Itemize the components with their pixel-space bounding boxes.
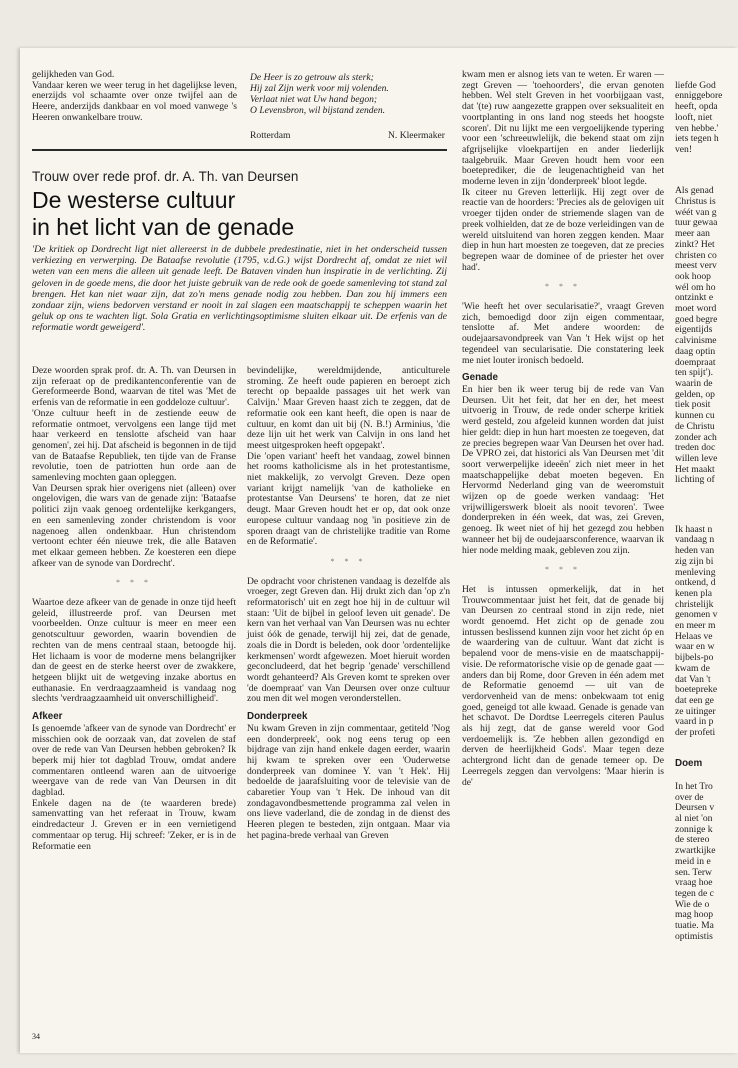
paragraph: Van Deursen sprak hier overigens niet (alleen) over ongelovigen, die wars van de genade zijn: 'Bataafse politici zijn vaak genoeg ordentelijke kerkgangers, en een samenleving zonder christendom is voor nagenoeg allen ondenkbaar. Hun christendom vertoont echter één nieuwe trek, die alle Bataven met elkaar gemeen hebben. Ze koesteren een diepe afkeer van de synode van Dordrecht'. [32,482,236,569]
article-column-4 [675,70,738,953]
section-separator: * * * [116,578,152,588]
paragraph: Enkele dagen na de (te waarderen brede) samenvatting van het referaat in Trouw, kwam eindredacteur J. Greven er in een vernietigend commentaar op terug. Hij schreef: 'Zeker, er is in de Reformatie een [32,797,236,852]
page-number: 34 [32,1032,40,1041]
section-separator: * * * [545,282,581,292]
paragraph: Ik citeer nu Greven letterlijk. Hij zegt over de reactie van de hoorders: 'Precies als de gelovigen uit vroeger tijden onder de striemende slagen van de preek volhielden, dat ze de boze verleidingen van de wereld uitsluitend van horen zeggen kenden. Maar diep in hun hart moesten ze toegeven, dat ze precies begrepen waar de dominee of de priester het over had'. [462,186,664,273]
signature-author: N. Kleermaker [387,130,445,141]
paragraph: Die 'open variant' heeft het vandaag, zowel binnen het rooms katholicisme als in het protestantisme, niet makkelijk, zo vervolgt Greven. Deze open variant krijgt namelijk 'van de katholieke en protestantse Van Deursens' te horen, dat ze niet deugt. Maar Greven houdt het er op, dat ook onze europese cultuur vandaag nog 'in positieve zin de sporen draagt van de christelijke traditie van Rome en de Reformatie'. [247,450,450,548]
subheading-donderpreek: Donderpreek [247,711,308,723]
paragraph: Ik haast n vandaag n heden van zig zijn bi menleving ontkend, d kenen pla christelijk genomen v en meer m Helaas ve waar en w bijbels-po kwam de dat Van 't boetepreke dat een ge ze uitinger vaard in p der profeti [675,523,718,739]
poem-line: Hij zal Zijn werk voor mij volenden. [250,83,389,94]
article-column-3 [462,70,664,788]
paragraph: Het is intussen opmerkelijk, dat in het Trouwcommentaar juist het feit, dat de genade bij van Deursen zo centraal stond in zijn rede, niet wordt genoemd. Het zicht op de genade zou intussen beslissend kunnen zijn voor het zicht óp en de waardering van de cultuur. Want dat zicht is bepalend voor de mens-visie en de maatschappij-visie. De reformatorische visie op de genade gaat — anders dan bij Rome, door Greven in één adem met de Reformatie genoemd — uit van de verdorvenheid van de mens: onbekwaam tot enig goed, geneigd tot alle kwaad. Genade is genade van het schavot. De Dordtse Leerregels citeren Paulus als hij zegt, dat de ganse wereld voor God verdoemelijk is. 'Ze hebben allen gezondigd en derven de heerlijkheid Gods'. Maar tegen deze achtergrond licht dan de genade temeer op. De Leerregels zeggen dan vervolgens: 'Maar hierin is de' [462,583,664,788]
divider [32,149,447,151]
poem-line: De Heer is zo getrouw als sterk; [250,72,374,83]
section-separator: * * * [545,565,581,575]
subheading-doem: Doem [675,758,703,770]
paragraph: Deze woorden sprak prof. dr. A. Th. van Deursen in zijn referaat op de predikantenconferentie van de Gereformeerde Bond, waarvan de titel was 'Met de erfenis van de reformatie in een goddeloze cultuur'. [32,365,236,409]
article-column-2 [247,366,450,842]
paragraph: kwam men er alsnog iets van te weten. Er waren — zegt Greven — 'toehoorders', die ervan genoten hebben. Wel stelt Greven in het voorbijgaan vast, dat '(te) ruw aangezette grappen over seksualiteit en voortplanting in ons land nog steeds het hoogste scoren'. Dit nu lijkt me een vergoelijkende typering voor een 'schreeuwlelijk, die bekend staat om zijn afgrijselijke vloekpartijen en ander liederlijk taalgebruik. Maar Greven houdt hem voor een boeteprediker, die de leugenachtigheid van het moderne leven in zijn 'donderpreek' bloot legde. [462,69,664,188]
poem [250,72,445,116]
paragraph: Nu kwam Greven in zijn commentaar, getiteld 'Nog een donderpreek', ook nog eens terug op een bijdrage van zijn hand enkele dagen eerder, waarin hij kwam te spreken over een 'Ouderwetse donderpreek van dominee Y. van 't Hek'. Hij bedoelde de jaarafsluiting voor de televisie van de cabaretier Youp van 't Hek. De inhoud van dit zondagavondbesmettende programma zal velen in ons lieve vaderland, die de zondag in de dienst des Heeren plegen te besteden, zijn ontgaan. Maar via het pagina-brede verhaal van Greven [247,722,450,841]
paragraph: Als genad Christus is wéét van g tuur gewaa meer aan zinkt? Het christen co meest verv ook hoop wél om ho ontzinkt e moet word goed begre eigentijds calvinisme daag optin doempraat ten spijt'). waarin de gelden, op tiek posit kunnen cu de Christu zonder ach treden doc willen leve Het maakt lichting of [675,185,718,486]
signature-place: Rotterdam [250,130,291,141]
paragraph: bevindelijke, wereldmijdende, anticulturele stroming. Ze heeft oude papieren en beroept zich terecht op bepaalde passages uit het werk van Calvijn.' Maar Greven haast zich te zeggen, dat de reformatie ook een kant heeft, die open is naar de cultuur, en komt dan uit bij (N. B.!) Arminius, 'die deze lijn uit het werk van Calvijn in ons land het meest uitgesproken heeft opgepakt'. [247,365,450,451]
paragraph: Waartoe deze afkeer van de genade in onze tijd heeft geleid, illustreerde prof. van Deursen met voorbeelden. Onze cultuur is meer en meer een genotscultuur geworden, waarin bovendien de rechten van de mens centraal staan, betoogde hij. Het lichaam is voor de moderne mens belangrijker dan de geest en de sterke heerst over de zwakkere, hetgeen blijkt uit de wetgeving inzake abortus en euthanasie. En verdraagzaamheid is vandaag nog slechts 'verdraagzaamheid uit onverschilligheid'. [32,597,236,705]
article-column-1 [32,366,236,852]
section-separator: * * * [330,556,367,566]
subheading-afkeer: Afkeer [32,711,63,723]
top-left-text: gelijkheden van God. Vandaar keren we weer terug in het dagelijkse leven, enerzijds vol schaamte over onze twijfel aan de Heere, anderzijds dankbaar en vol moed vanwege 's Heeren onwankelbare trouw. [32,69,237,123]
subheading-genade: Genade [462,372,498,384]
article-lead: 'De kritiek op Dordrecht ligt niet allereerst in de dubbele predestinatie, niet in het onderscheid tussen verkiezing en verwerping. De Bataafse revolutie (1795, v.d.G.) wijst Dordrecht af, omdat ze niet wil weten van een mens die alleen uit genade leeft. De Bataven vinden hun inspiratie in de verlichting. Zij geloven in de goede mens, die door het juiste gebruik van de rede ook de goede samenleving tot stand zal brengen. Het kan niet waar zijn, dat zo'n mens genade nodig zou hebben. Dan zou hij immers een zondaar zijn, wiens bedorven verstand er nooit in zal slagen een maatschappij te scheppen waarin het geluk op ons te wachten ligt. Sola Gratia en verlichtingsoptimisme sluiten elkaar uit. De erfenis van de reformatie wordt geweigerd'. [32,244,447,334]
poem-line: Verlaat niet wat Uw hand begon; [250,94,378,105]
poem-line: O Levensbron, wil bijstand zenden. [250,105,386,116]
signature [250,130,445,141]
paragraph: Is genoemde 'afkeer van de synode van Dordrecht' er misschien ook de oorzaak van, dat zovelen de staf over de rede van Van Deursen hebben gebroken? Ik beperk mij hier tot dagblad Trouw, omdat andere commentaren ontleend waren aan de uitvoerige weergave van de rede van Van Deursen in dit dagblad. [32,722,236,799]
article-title: De westerse cultuur in het licht van de genade [32,187,295,240]
paragraph: In het Tro over de Deursen v al niet 'on zonnige k de stereo zwartkijke meid in e sen. Terw vraag hoe tegen de c Wie de o mag hoop tuatie. Ma optimistis [675,780,716,942]
article-kicker: Trouw over rede prof. dr. A. Th. van Deursen [32,169,299,184]
magazine-page [20,48,738,1053]
paragraph: De opdracht voor christenen vandaag is dezelfde als vroeger, zegt Greven dan. Hij drukt zich dan 'op z'n reformatorisch' uit en zegt hoe hij in de cultuur wil staan: 'Uit de bijbel in geloof leven uit genade'. De kern van het verhaal van Van Deursen was nu echter juist óók de genade, terwijl hij zei, dat de genade, zoals die in Dordt is beleden, ook door 'ordentelijke kerkmensen' wordt afgewezen. Moet hieruit worden geconcludeerd, dat het begrip 'genade' verschillend wordt gehanteerd? Als Greven komt te spreken over 'de doempraat' van Van Deursen over onze cultuur zou men dit wel mogen veronderstellen. [247,575,450,705]
paragraph: 'Onze cultuur heeft in de zestiende eeuw de reformatie ontmoet, vervolgens een lange tijd met haar verkeerd en tenslotte afscheid van haar genomen', zei hij. Dat afscheid is begonnen in de tijd van de Bataafse Republiek, ten tijde van de Franse revolutie, toen de patriotten hun orde aan de samenleving mochten gaan opleggen. [32,407,236,484]
paragraph: En hier ben ik weer terug bij de rede van Van Deursen. Uit het feit, dat her en der, het meest uitvoerig in Trouw, de rede onder scherpe kritiek werd gesteld, zou afgeleid kunnen worden dat juist hier geldt: diep in hun hart moesten ze toegeven, dat ze precies begrepen waar Van Deursen het over had. De VPRO zei, dat historici als Van Deursen met 'dit soort verwerpelijke ideeën' zich niet meer in het maatschappelijke debat moeten begeven. En Hervormd Nederland ging van de weeromstuit wijzen op de goede werken vandaag: 'Het vrijwilligerswerk bloeit als nooit tevoren'. Twee donderpreken in één week, dat was, zei Greven, genoeg. Ik weet niet of hij het gezegd zou hebben wanneer het bij de oudejaarsconference, waarvan ik hier node melding maak, gebleven zou zijn. [462,383,664,556]
paragraph: liefde God enniggebore heeft, opda looft, niet ven hebbe.' iets tegen h ven! [675,79,723,155]
paragraph: 'Wie heeft het over secularisatie?', vraagt Greven zich, bemoedigd door zijn eigen commentaar, tenslotte af. Met andere woorden: de oudejaarsavondpreek van Van 't Hek wijst op het tegendeel van secularisatie. Die constatering leek me niet louter ironisch bedoeld. [462,301,664,366]
